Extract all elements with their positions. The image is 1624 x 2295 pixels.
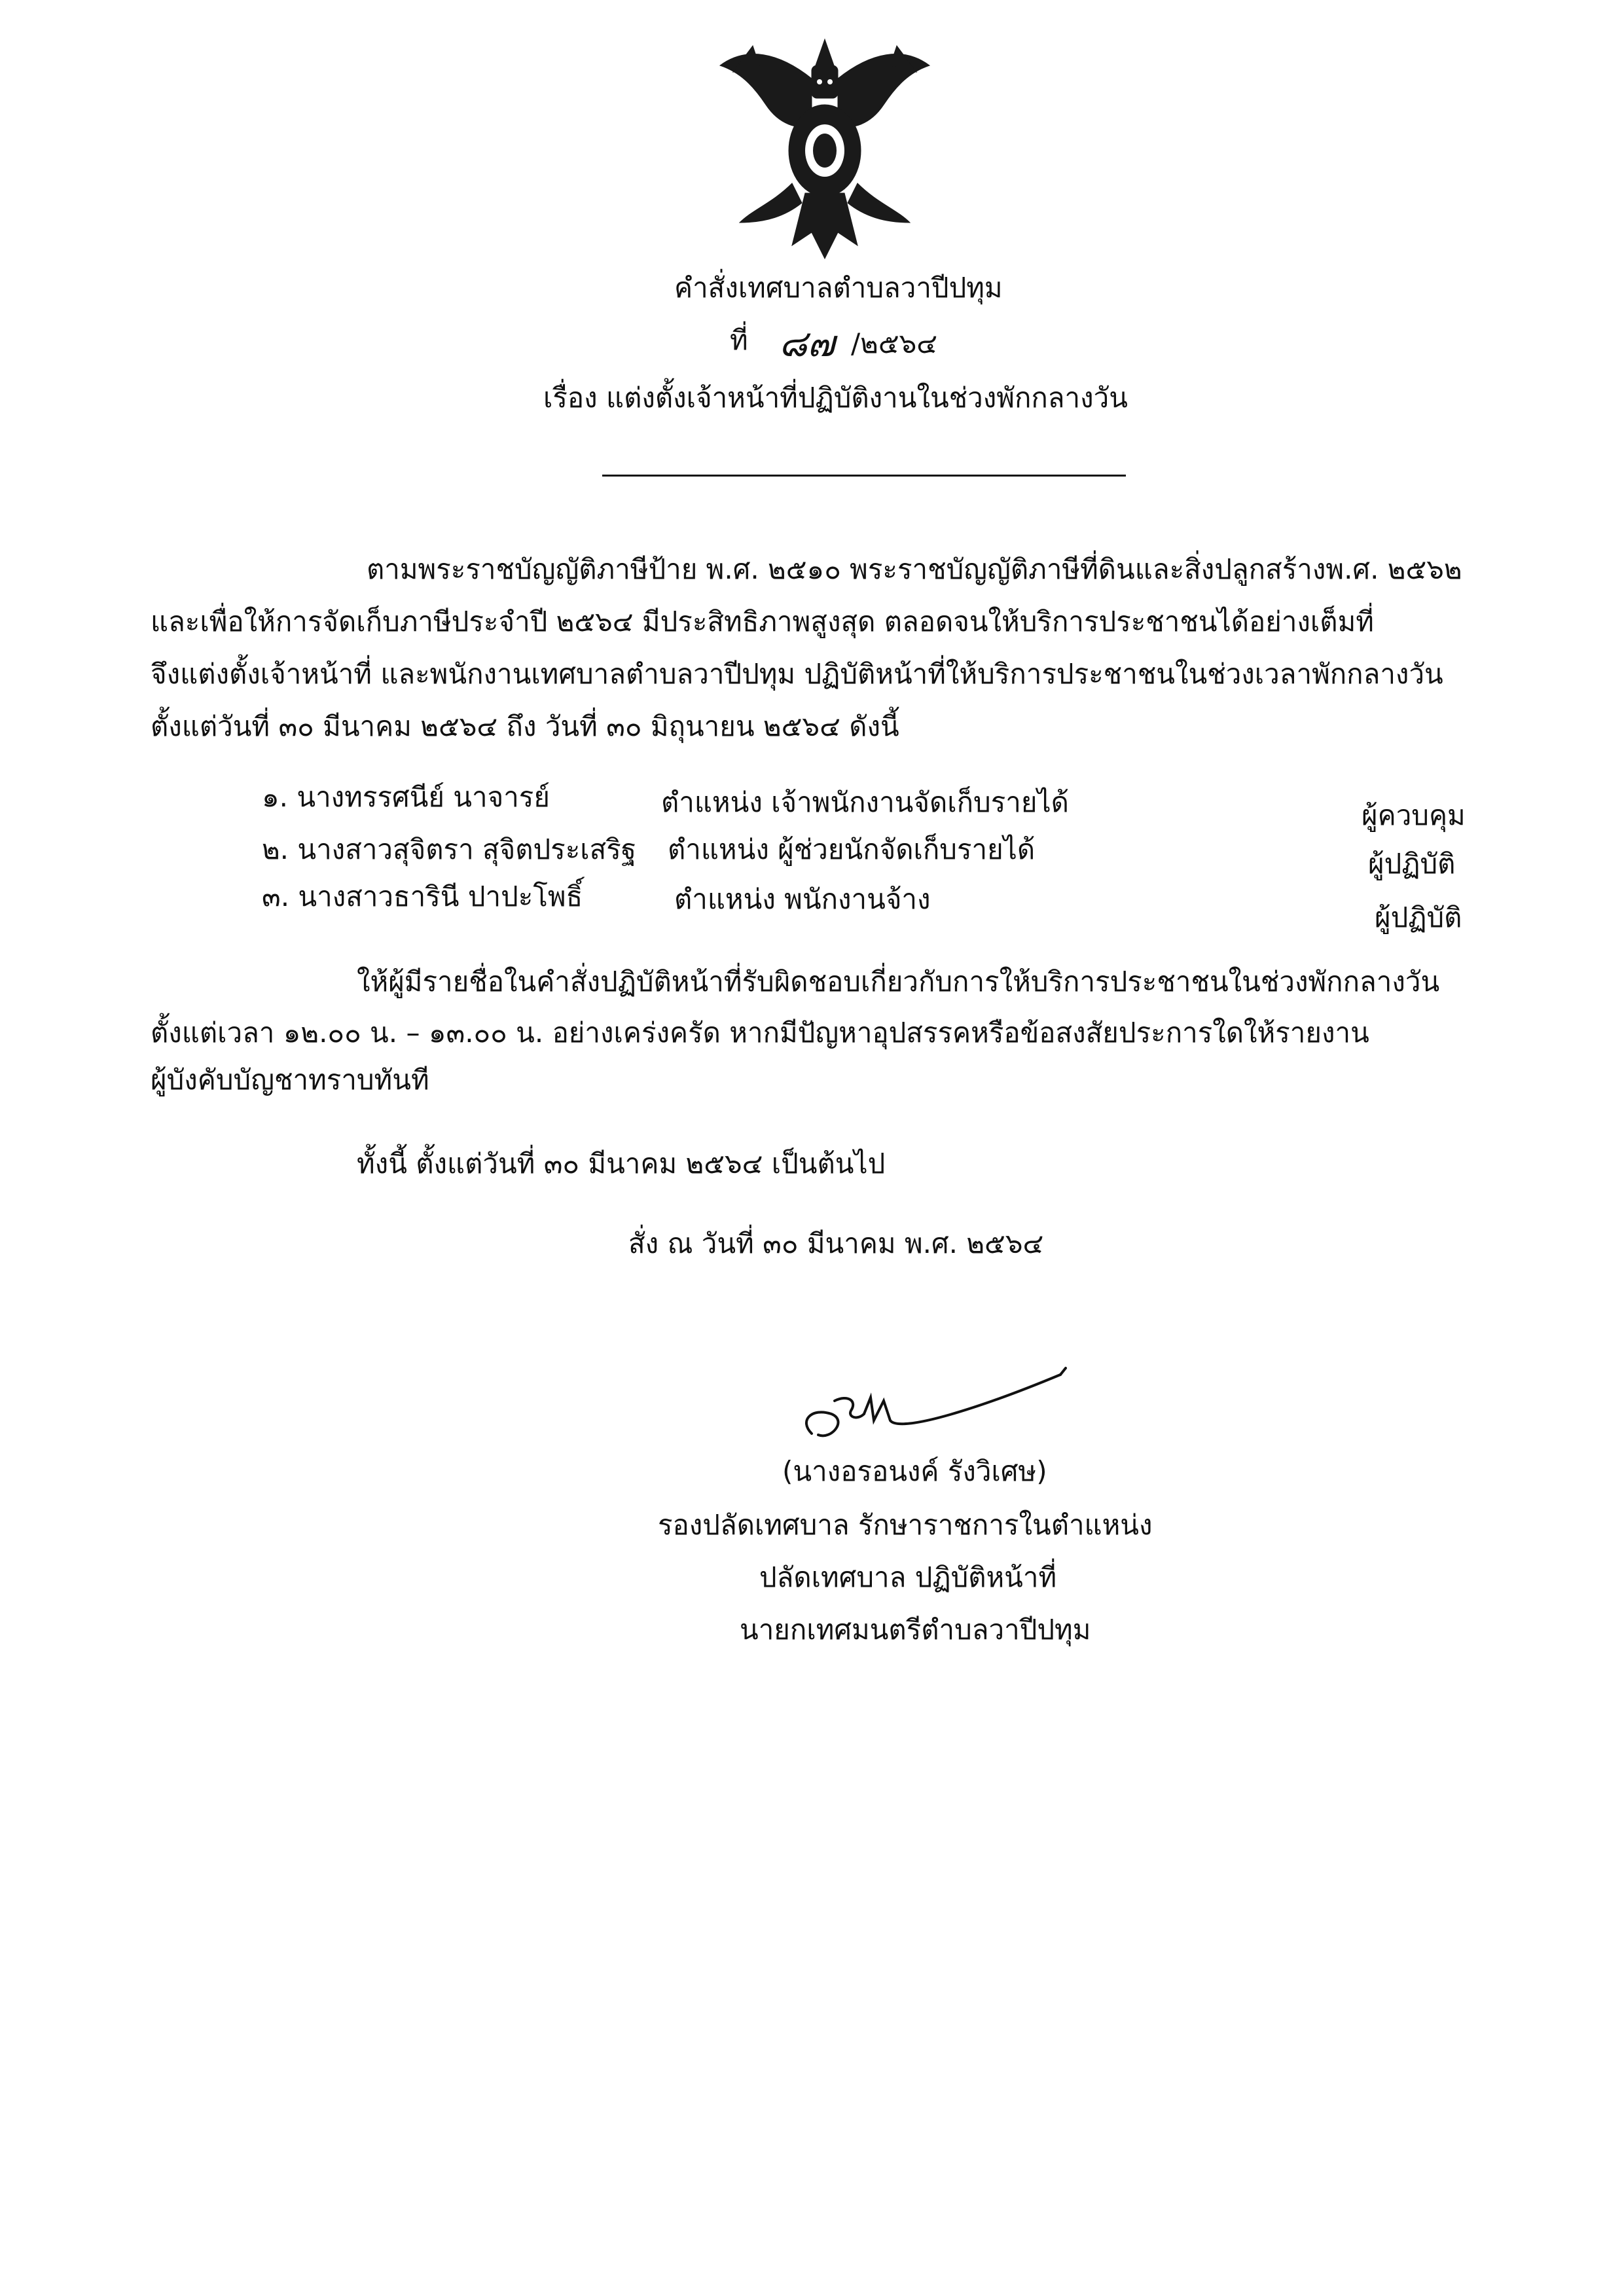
staff-2-position: ตำแหน่ง ผู้ช่วยนักจัดเก็บรายได้ (668, 833, 1036, 865)
para1-line-2: และเพื่อให้การจัดเก็บภาษีประจำปี ๒๕๖๔ มีประสิทธิภาพสูงสุด ตลอดจนให้บริการประชาชนได้อย่างเต็มที่ (151, 605, 1374, 638)
para1-line-4: ตั้งแต่วันที่ ๓๐ มีนาคม ๒๕๖๔ ถึง วันที่ ๓๐ มิถุนายน ๒๕๖๔ ดังนี้ (151, 710, 899, 742)
order-number-prefix: ที่ (730, 324, 748, 356)
staff-3-position: ตำแหน่ง พนักงานจ้าง (674, 883, 931, 915)
signer-title-2: ปลัดเทศบาล ปฏิบัติหน้าที่ (759, 1561, 1057, 1593)
order-title: คำสั่งเทศบาลตำบลวาปีปทุม (674, 272, 1003, 304)
order-subject: เรื่อง แต่งตั้งเจ้าหน้าที่ปฏิบัติงานในช่วงพักกลางวัน (543, 382, 1128, 414)
signer-name: (นางอรอนงค์ รังวิเศษ) (782, 1455, 1047, 1487)
para1-line-1: ตามพระราชบัญญัติภาษีป้าย พ.ศ. ๒๕๑๐ พระราชบัญญัติภาษีที่ดินและสิ่งปลูกสร้างพ.ศ. ๒๕๖๒ (367, 553, 1462, 585)
para2-line-3: ผู้บังคับบัญชาทราบทันที (151, 1064, 429, 1096)
staff-3-role: ผู้ปฏิบัติ (1375, 901, 1462, 933)
header-divider (602, 475, 1126, 477)
staff-2-role: ผู้ปฏิบัติ (1368, 848, 1456, 880)
garuda-emblem (707, 26, 943, 268)
signer-title-3: นายกเทศมนตรีตำบลวาปีปทุม (740, 1614, 1091, 1646)
staff-2-name: ๒. นางสาวสุจิตรา สุจิตประเสริฐ (262, 833, 637, 865)
staff-3-name: ๓. นางสาวธารินี ปาปะโพธิ์ (262, 880, 583, 913)
order-number-suffix: /๒๕๖๔ (851, 327, 938, 359)
staff-1-position: ตำแหน่ง เจ้าพนักงานจัดเก็บรายได้ (661, 786, 1069, 818)
para2-line-1: ให้ผู้มีรายชื่อในคำสั่งปฏิบัติหน้าที่รับผิดชอบเกี่ยวกับการให้บริการประชาชนในช่วงพักกลางวัน (357, 966, 1440, 998)
signer-title-1: รองปลัดเทศบาล รักษาราชการในตำแหน่ง (658, 1509, 1153, 1541)
ordered-date: สั่ง ณ วันที่ ๓๐ มีนาคม พ.ศ. ๒๕๖๔ (628, 1227, 1044, 1259)
order-number-handwritten: ๘๗ (779, 323, 835, 365)
para1-line-3: จึงแต่งตั้งเจ้าหน้าที่ และพนักงานเทศบาลตำบลวาปีปทุม ปฏิบัติหน้าที่ให้บริการประชาชนในช่วงเวลาพักกลางวัน (151, 658, 1443, 690)
staff-1-name: ๑. นางทรรศนีย์ นาจารย์ (262, 781, 550, 813)
handwritten-signature (785, 1362, 1074, 1453)
staff-1-role: ผู้ควบคุม (1362, 799, 1466, 831)
effective-date: ทั้งนี้ ตั้งแต่วันที่ ๓๐ มีนาคม ๒๕๖๔ เป็นต้นไป (357, 1148, 886, 1180)
para2-line-2: ตั้งแต่เวลา ๑๒.๐๐ น. – ๑๓.๐๐ น. อย่างเคร่งครัด หากมีปัญหาอุปสรรคหรือข้อสงสัยประการใดให้รายงาน (151, 1017, 1369, 1049)
